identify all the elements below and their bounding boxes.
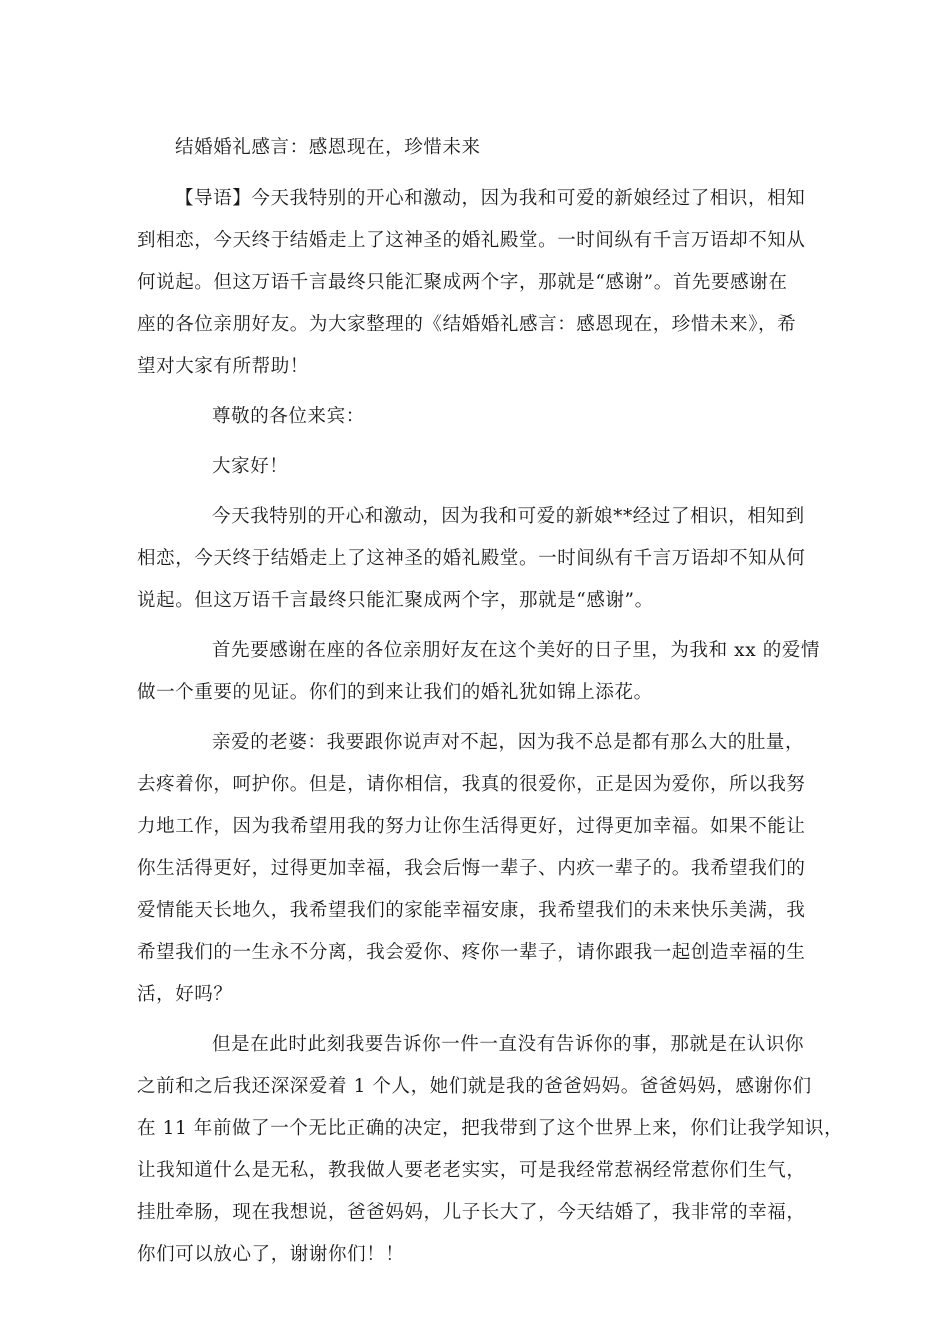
- paragraph-line: 做一个重要的见证。你们的到来让我们的婚礼犹如锦上添花。: [137, 682, 653, 703]
- paragraph-line: 你们可以放心了，谢谢你们！！: [137, 1244, 405, 1265]
- paragraph-line: 希望我们的一生永不分离，我会爱你、疼你一辈子，请你跟我一起创造幸福的生: [137, 942, 806, 963]
- intro-line: 【导语】今天我特别的开心和激动，因为我和可爱的新娘经过了相识，相知: [175, 188, 806, 209]
- paragraph-line: 让我知道什么是无私，教我做人要老老实实，可是我经常惹祸经常惹你们生气，: [137, 1160, 806, 1181]
- greeting: 大家好！: [212, 456, 289, 477]
- paragraph-line: 你生活得更好，过得更加幸福，我会后悔一辈子、内疚一辈子的。我希望我们的: [137, 858, 806, 879]
- paragraph-line: 在 11 年前做了一个无比正确的决定，把我带到了这个世界上来，你们让我学知识，: [137, 1118, 844, 1139]
- paragraph-line: 相恋，今天终于结婚走上了这神圣的婚礼殿堂。一时间纵有千言万语却不知从何: [137, 548, 806, 569]
- paragraph-line: 之前和之后我还深深爱着 1 个人，她们就是我的爸爸妈妈。爸爸妈妈，感谢你们: [137, 1076, 812, 1097]
- intro-line: 座的各位亲朋好友。为大家整理的《结婚婚礼感言：感恩现在，珍惜未来》，希: [137, 314, 797, 335]
- document-title: 结婚婚礼感言：感恩现在，珍惜未来: [175, 137, 481, 158]
- paragraph-line: 爱情能天长地久，我希望我们的家能幸福安康，我希望我们的未来快乐美满，我: [137, 900, 806, 921]
- salutation: 尊敬的各位来宾：: [212, 406, 365, 427]
- paragraph-line: 力地工作，因为我希望用我的努力让你生活得更好，过得更加幸福。如果不能让: [137, 816, 806, 837]
- paragraph-line: 挂肚牵肠，现在我想说，爸爸妈妈，儿子长大了，今天结婚了，我非常的幸福，: [137, 1202, 806, 1223]
- paragraph-line: 去疼着你，呵护你。但是，请你相信，我真的很爱你，正是因为爱你，所以我努: [137, 774, 806, 795]
- paragraph-line: 但是在此时此刻我要告诉你一件一直没有告诉你的事，那就是在认识你: [212, 1034, 805, 1055]
- paragraph-line: 首先要感谢在座的各位亲朋好友在这个美好的日子里，为我和 xx 的爱情: [212, 640, 821, 661]
- intro-line: 望对大家有所帮助！: [137, 356, 309, 377]
- paragraph-line: 说起。但这万语千言最终只能汇聚成两个字，那就是“感谢”。: [137, 590, 654, 611]
- paragraph-line: 亲爱的老婆：我要跟你说声对不起，因为我不总是都有那么大的肚量，: [212, 732, 805, 753]
- paragraph-line: 今天我特别的开心和激动，因为我和可爱的新娘**经过了相识，相知到: [212, 506, 805, 527]
- paragraph-line: 活，好吗？: [137, 984, 233, 1005]
- intro-line: 何说起。但这万语千言最终只能汇聚成两个字，那就是“感谢”。首先要感谢在: [137, 272, 788, 293]
- intro-line: 到相恋，今天终于结婚走上了这神圣的婚礼殿堂。一时间纵有千言万语却不知从: [137, 230, 806, 251]
